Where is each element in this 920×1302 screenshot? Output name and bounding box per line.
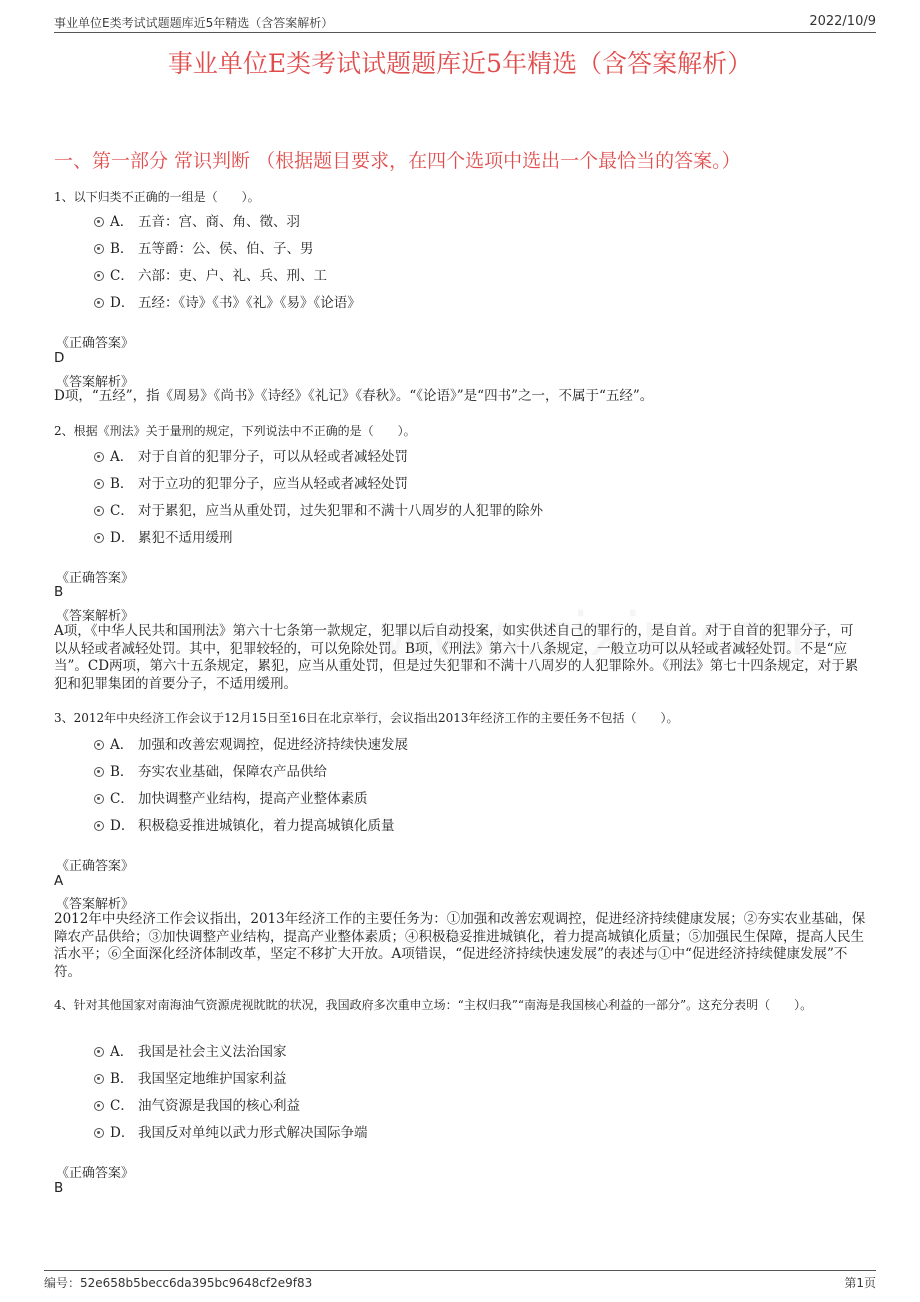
option-a[interactable]: A． 我国是社会主义法治国家	[94, 1040, 287, 1060]
correct-answer-label: 《正确答案》	[56, 1166, 135, 1181]
page-header	[54, 10, 876, 33]
correct-answer: B	[54, 584, 64, 600]
radio-icon[interactable]	[94, 271, 104, 281]
correct-answer-label: 《正确答案》	[56, 336, 135, 351]
correct-answer-label: 《正确答案》	[56, 859, 135, 874]
option-d[interactable]: D． 积极稳妥推进城镇化，着力提高城镇化质量	[94, 814, 395, 834]
option-c[interactable]: C． 对于累犯，应当从重处罚，过失犯罪和不满十八周岁的人犯罪的除外	[94, 499, 543, 519]
correct-answer: D	[54, 350, 65, 366]
question-stem: 3、2012年中央经济工作会议于12月15日至16日在北京举行，会议指出2013年经济工作的主要任务不包括（ ）。	[54, 711, 679, 725]
radio-icon[interactable]	[94, 1128, 104, 1138]
analysis-text: D项，“五经”，指《周易》《尚书》《诗经》《礼记》《春秋》。“《论语》”是“四书”之一，不属于“五经”。	[54, 388, 654, 404]
option-d[interactable]: D． 五经：《诗》《书》《礼》《易》《论语》	[94, 291, 361, 311]
option-c[interactable]: C． 六部：吏、户、礼、兵、刑、工	[94, 264, 327, 284]
analysis-text: A项，《中华人民共和国刑法》第六十七条第一款规定，犯罪以后自动投案，如实供述自己的罪行的，是自首。对于自首的犯罪分子，可以从轻或者减轻处罚。其中，犯罪较轻的，可以免除处罚。B项，《刑法》第六十八条规定，一般立功可以从轻或者减轻处罚。不是“应当”。CD两项，第六十五条规定，累犯，应当从重处罚，但是过失犯罪和不满十八周岁的人犯罪除外。《刑法》第七十四条规定，对于累犯和犯罪集团的首要分子，不适用缓刑。	[54, 623, 859, 692]
radio-icon[interactable]	[94, 244, 104, 254]
radio-icon[interactable]	[94, 821, 104, 831]
radio-icon[interactable]	[94, 1101, 104, 1111]
radio-icon[interactable]	[94, 506, 104, 516]
analysis-text: 2012年中央经济工作会议指出，2013年经济工作的主要任务为：①加强和改善宏观调控，促进经济持续健康发展；②夯实农业基础，保障农产品供给；③加快调整产业结构，提高产业整体素质；④积极稳妥推进城镇化，着力提高城镇化质量；⑤加强民生保障，提高人民生活水平；⑥全面深化经济体制改革，坚定不移扩大开放。A项错误，“促进经济持续快速发展”的表述与①中“促进经济持续健康发展”不符。	[54, 911, 866, 980]
option-a[interactable]: A． 对于自首的犯罪分子，可以从轻或者减轻处罚	[94, 445, 408, 465]
analysis-label: 《答案解析》	[56, 897, 135, 912]
document-id: 编号：52e658b5becc6da395bc9648cf2e9f83	[44, 1276, 313, 1290]
radio-icon[interactable]	[94, 533, 104, 543]
page-footer	[44, 1270, 876, 1290]
question-stem: 1、以下归类不正确的一组是（ ）。	[54, 190, 260, 204]
page-number: 第1页	[844, 1276, 876, 1290]
analysis-label: 《答案解析》	[56, 609, 135, 624]
option-c[interactable]: C． 加快调整产业结构，提高产业整体素质	[94, 787, 368, 807]
question-stem: 4、针对其他国家对南海油气资源虎视眈眈的状况，我国政府多次重申立场：“主权归我”“南海是我国核心利益的一部分”。这充分表明（ ）。	[54, 998, 813, 1012]
analysis-label: 《答案解析》	[56, 375, 135, 390]
option-b[interactable]: B． 五等爵：公、侯、伯、子、男	[94, 237, 314, 257]
document-title: 事业单位E类考试试题题库近5年精选（含答案解析）	[167, 49, 753, 78]
radio-icon[interactable]	[94, 1074, 104, 1084]
header-doc-title: 事业单位E类考试试题题库近5年精选（含答案解析）	[54, 16, 334, 30]
option-a[interactable]: A． 五音：宫、商、角、徵、羽	[94, 210, 300, 230]
option-a[interactable]: A． 加强和改善宏观调控，促进经济持续快速发展	[94, 733, 408, 753]
correct-answer: B	[54, 1180, 64, 1196]
correct-answer: A	[54, 873, 64, 889]
radio-icon[interactable]	[94, 298, 104, 308]
radio-icon[interactable]	[94, 217, 104, 227]
correct-answer-label: 《正确答案》	[56, 571, 135, 586]
option-b[interactable]: B． 我国坚定地维护国家利益	[94, 1067, 287, 1087]
option-d[interactable]: D． 我国反对单纯以武力形式解决国际争端	[94, 1121, 368, 1141]
option-b[interactable]: B． 对于立功的犯罪分子，应当从轻或者减轻处罚	[94, 472, 408, 492]
radio-icon[interactable]	[94, 794, 104, 804]
option-c[interactable]: C． 油气资源是我国的核心利益	[94, 1094, 300, 1114]
radio-icon[interactable]	[94, 767, 104, 777]
radio-icon[interactable]	[94, 1047, 104, 1057]
radio-icon[interactable]	[94, 452, 104, 462]
section-heading: 一、第一部分 常识判断 （根据题目要求，在四个选项中选出一个最恰当的答案。）	[54, 150, 741, 172]
header-date: 2022/10/9	[809, 14, 876, 29]
option-d[interactable]: D． 累犯不适用缓刑	[94, 526, 233, 546]
question-stem: 2、根据《刑法》关于量刑的规定，下列说法中不正确的是（ ）。	[54, 424, 416, 438]
option-b[interactable]: B． 夯实农业基础，保障农产品供给	[94, 760, 327, 780]
radio-icon[interactable]	[94, 740, 104, 750]
radio-icon[interactable]	[94, 479, 104, 489]
